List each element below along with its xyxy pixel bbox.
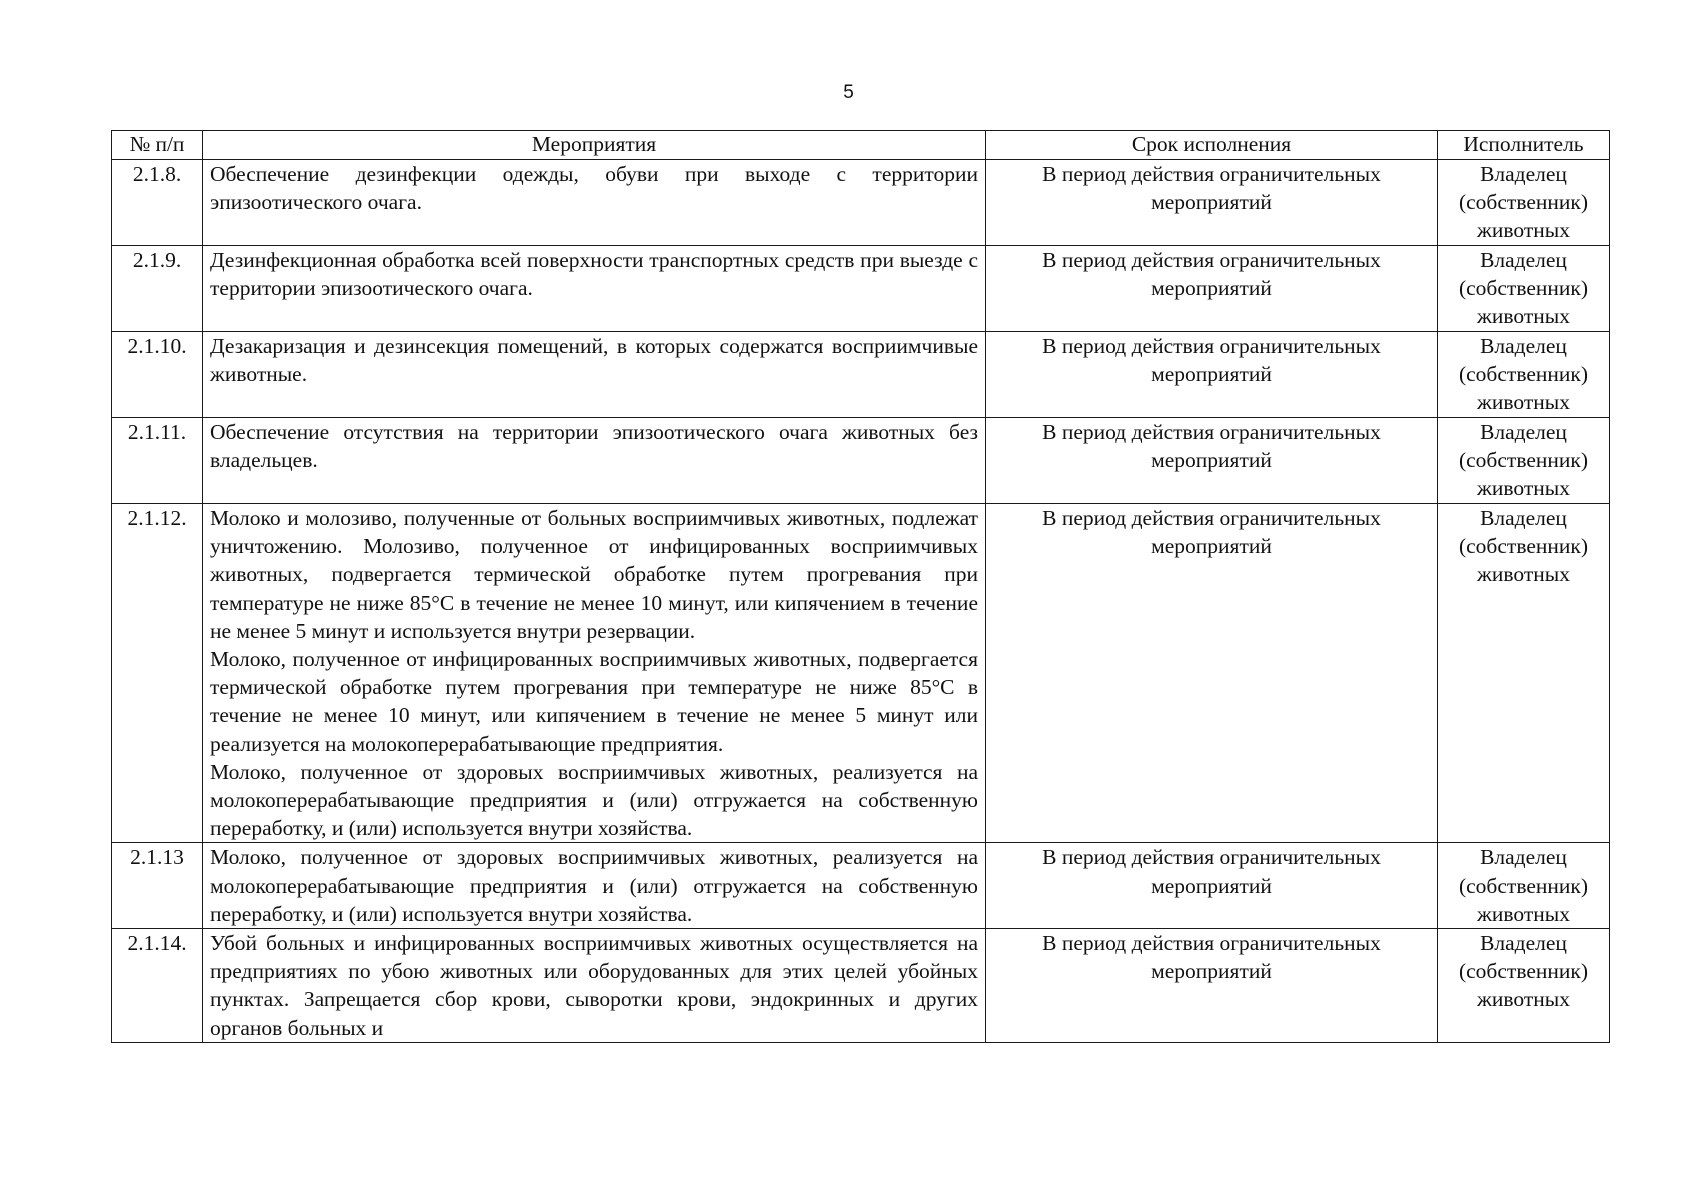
row-executor: Владелец (собственник) животных <box>1438 843 1610 929</box>
row-term: В период действия ограничительных мероприятий <box>986 160 1438 246</box>
row-number: 2.1.10. <box>112 332 203 418</box>
row-action <box>203 246 986 332</box>
action-paragraph: Дезинфекционная обработка всей поверхности транспортных средств при выезде с территории эпизоотического очага. <box>210 248 978 301</box>
table-row <box>112 160 1610 246</box>
action-paragraph: Молоко, полученное от здоровых восприимчивых животных, реализуется на молокоперерабатывающие предприятия и (или) отгружается на собственную переработку, и (или) используется внутри хозяйства. <box>210 759 978 841</box>
action-paragraph: Молоко, полученное от здоровых восприимчивых животных, реализуется на молокоперерабатывающие предприятия и (или) отгружается на собственную переработку, и (или) используется внутри хозяйства. <box>210 845 978 926</box>
table-header-row <box>112 131 1610 160</box>
row-number: 2.1.14. <box>112 929 203 1043</box>
row-action <box>203 929 986 1043</box>
row-number: 2.1.11. <box>112 418 203 504</box>
row-executor: Владелец (собственник) животных <box>1438 418 1610 504</box>
row-term: В период действия ограничительных мероприятий <box>986 246 1438 332</box>
row-action <box>203 504 986 843</box>
row-action <box>203 843 986 929</box>
header-executor: Исполнитель <box>1438 131 1610 160</box>
table-row <box>112 843 1610 929</box>
table-row <box>112 332 1610 418</box>
row-term: В период действия ограничительных мероприятий <box>986 332 1438 418</box>
row-term: В период действия ограничительных мероприятий <box>986 504 1438 843</box>
row-action <box>203 418 986 504</box>
row-term: В период действия ограничительных мероприятий <box>986 418 1438 504</box>
header-action: Мероприятия <box>203 131 986 160</box>
row-executor: Владелец (собственник) животных <box>1438 160 1610 246</box>
action-paragraph: Убой больных и инфицированных восприимчивых животных осуществляется на предприятиях по убою животных или оборудованных для этих целей убойных пунктах. Запрещается сбор крови, сыворотки крови, эндокринных и других органов больных и <box>210 931 978 1040</box>
action-paragraph: Дезакаризация и дезинсекция помещений, в которых содержатся восприимчивые животные. <box>210 334 978 387</box>
action-paragraph: Молоко, полученное от инфицированных восприимчивых животных, подвергается термической обработке путем прогревания при температуре не ниже 85°С в течение не менее 10 минут, или кипячением в течение не менее 5 минут или реализуется на молокоперерабатывающие предприятия. <box>210 647 978 756</box>
table-row <box>112 504 1610 843</box>
row-executor: Владелец (собственник) животных <box>1438 929 1610 1043</box>
row-executor: Владелец (собственник) животных <box>1438 504 1610 843</box>
measures-table <box>111 130 1610 1043</box>
row-number: 2.1.8. <box>112 160 203 246</box>
action-paragraph: Молоко и молозиво, полученные от больных восприимчивых животных, подлежат уничтожению. Молозиво, полученное от инфицированных восприимчивых животных, подвергается термической обработке путем прогревания при температуре не ниже 85°С в течение не менее 10 минут, или кипячением в течение не менее 5 минут и используется внутри резервации. <box>210 506 978 643</box>
row-number: 2.1.12. <box>112 504 203 843</box>
page-number: 5 <box>843 82 854 103</box>
row-term: В период действия ограничительных мероприятий <box>986 929 1438 1043</box>
table-body <box>112 160 1610 1043</box>
row-action <box>203 160 986 246</box>
table-row <box>112 418 1610 504</box>
action-paragraph: Обеспечение дезинфекции одежды, обуви при выходе с территории эпизоотического очага. <box>210 162 978 215</box>
row-number: 2.1.13 <box>112 843 203 929</box>
row-executor: Владелец (собственник) животных <box>1438 332 1610 418</box>
row-action <box>203 332 986 418</box>
row-number: 2.1.9. <box>112 246 203 332</box>
row-term: В период действия ограничительных мероприятий <box>986 843 1438 929</box>
table-row <box>112 246 1610 332</box>
table-row <box>112 929 1610 1043</box>
action-paragraph: Обеспечение отсутствия на территории эпизоотического очага животных без владельцев. <box>210 420 978 473</box>
header-term: Срок исполнения <box>986 131 1438 160</box>
row-executor: Владелец (собственник) животных <box>1438 246 1610 332</box>
header-num: № п/п <box>112 131 203 160</box>
